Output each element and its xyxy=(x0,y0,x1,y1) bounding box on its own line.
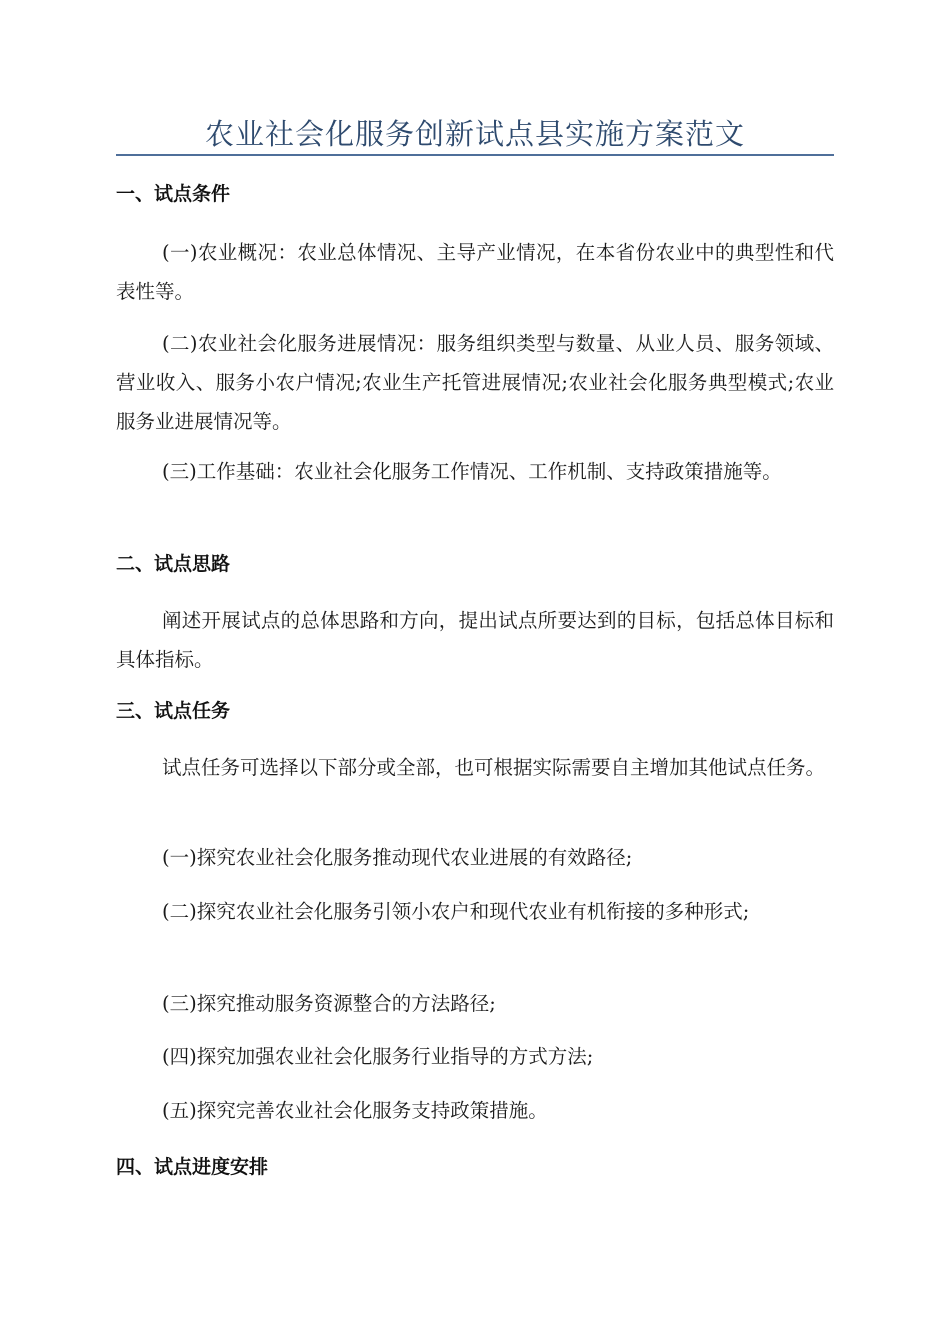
section-heading: 四、试点进度安排 xyxy=(116,1156,269,1178)
section-3-paragraph-5 xyxy=(116,1037,834,1076)
section-heading: 二、试点思路 xyxy=(116,553,231,575)
section-3 xyxy=(116,698,834,724)
section-heading: 三、试点任务 xyxy=(116,700,231,722)
paragraph: (二)探究农业社会化服务引领小农户和现代农业有机衔接的多种形式; xyxy=(162,900,750,923)
section-3-paragraph-4 xyxy=(116,984,834,1023)
paragraph: (四)探究加强农业社会化服务行业指导的方式方法; xyxy=(162,1045,594,1068)
section-3-paragraph-1 xyxy=(116,748,834,787)
section-1-paragraph-2 xyxy=(116,324,834,441)
section-3-paragraph-3 xyxy=(116,892,834,931)
paragraph: (二)农业社会化服务进展情况：服务组织类型与数量、从业人员、服务领域、营业收入、服务小农户情况;农业生产托管进展情况;农业社会化服务典型模式;农业服务业进展情况等。 xyxy=(116,332,834,433)
section-heading: 一、试点条件 xyxy=(116,183,231,205)
section-1-paragraph-3 xyxy=(116,452,834,491)
paragraph: (三)工作基础：农业社会化服务工作情况、工作机制、支持政策措施等。 xyxy=(162,460,782,483)
section-2-paragraph-1 xyxy=(116,601,834,679)
paragraph: 阐述开展试点的总体思路和方向，提出试点所要达到的目标，包括总体目标和具体指标。 xyxy=(116,609,834,671)
section-2 xyxy=(116,551,834,577)
section-1-paragraph-1 xyxy=(116,233,834,311)
paragraph: (三)探究推动服务资源整合的方法路径; xyxy=(162,992,496,1015)
section-1 xyxy=(116,181,834,207)
section-3-paragraph-6 xyxy=(116,1091,834,1130)
section-4 xyxy=(116,1154,834,1180)
document-page xyxy=(116,0,834,1178)
paragraph: (一)探究农业社会化服务推动现代农业进展的有效路径; xyxy=(162,846,633,869)
paragraph: 试点任务可选择以下部分或全部，也可根据实际需要自主增加其他试点任务。 xyxy=(162,756,826,779)
document-title: 农业社会化服务创新试点县实施方案范文 xyxy=(204,117,745,151)
section-3-paragraph-2 xyxy=(116,838,834,877)
paragraph: (五)探究完善农业社会化服务支持政策措施。 xyxy=(162,1099,548,1122)
title-underline xyxy=(116,154,834,156)
paragraph: (一)农业概况：农业总体情况、主导产业情况，在本省份农业中的典型性和代表性等。 xyxy=(116,241,834,303)
